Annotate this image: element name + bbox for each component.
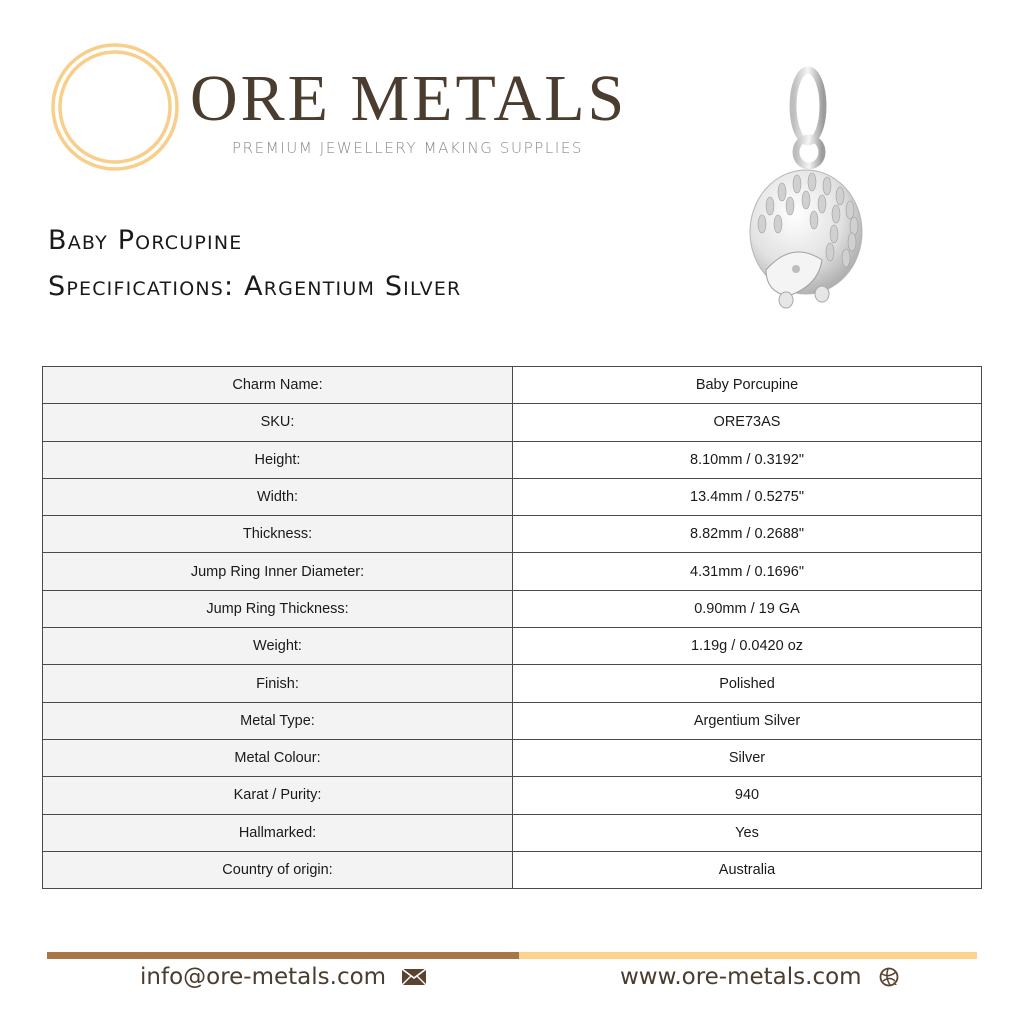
spec-label: Height:: [43, 441, 513, 478]
spec-value: 0.90mm / 19 GA: [513, 590, 982, 627]
footer-website[interactable]: [620, 964, 900, 990]
specifications-subtitle: Specifications: Argentium Silver: [48, 271, 462, 302]
table-row: [43, 702, 982, 739]
table-row: [43, 553, 982, 590]
globe-icon: [878, 966, 900, 988]
footer-bar-left: [47, 952, 519, 959]
footer-email[interactable]: [140, 964, 426, 990]
brand-tagline: PREMIUM JEWELLERY MAKING SUPPLIES: [232, 139, 584, 157]
logo-ring-icon: [50, 42, 180, 172]
spec-value: 8.10mm / 0.3192": [513, 441, 982, 478]
spec-value: 13.4mm / 0.5275": [513, 478, 982, 515]
table-row: [43, 404, 982, 441]
spec-value: Argentium Silver: [513, 702, 982, 739]
envelope-icon: [402, 969, 426, 985]
spec-value: Yes: [513, 814, 982, 851]
spec-value: ORE73AS: [513, 404, 982, 441]
spec-value: Baby Porcupine: [513, 367, 982, 404]
spec-label: Thickness:: [43, 516, 513, 553]
spec-label: Charm Name:: [43, 367, 513, 404]
table-row: [43, 851, 982, 888]
table-row: [43, 478, 982, 515]
website-link[interactable]: www.ore-metals.com: [620, 964, 862, 990]
spec-label: Metal Colour:: [43, 739, 513, 776]
spec-label: Weight:: [43, 628, 513, 665]
spec-label: Jump Ring Thickness:: [43, 590, 513, 627]
spec-label: SKU:: [43, 404, 513, 441]
spec-label: Karat / Purity:: [43, 777, 513, 814]
brand-name: ORE METALS: [190, 62, 628, 135]
product-title: Baby Porcupine: [48, 225, 243, 256]
table-row: [43, 739, 982, 776]
spec-value: Australia: [513, 851, 982, 888]
table-row: [43, 814, 982, 851]
spec-label: Metal Type:: [43, 702, 513, 739]
table-row: [43, 367, 982, 404]
table-row: [43, 777, 982, 814]
table-row: [43, 590, 982, 627]
spec-value: 1.19g / 0.0420 oz: [513, 628, 982, 665]
spec-label: Finish:: [43, 665, 513, 702]
spec-value: Silver: [513, 739, 982, 776]
spec-label: Country of origin:: [43, 851, 513, 888]
spec-label: Jump Ring Inner Diameter:: [43, 553, 513, 590]
spec-value: 8.82mm / 0.2688": [513, 516, 982, 553]
table-row: [43, 516, 982, 553]
spec-label: Width:: [43, 478, 513, 515]
spec-value: 940: [513, 777, 982, 814]
table-row: [43, 665, 982, 702]
table-row: [43, 628, 982, 665]
email-link[interactable]: info@ore-metals.com: [140, 964, 387, 990]
spec-value: Polished: [513, 665, 982, 702]
product-image: [742, 64, 870, 314]
table-row: [43, 441, 982, 478]
spec-value: 4.31mm / 0.1696": [513, 553, 982, 590]
spec-label: Hallmarked:: [43, 814, 513, 851]
footer-bar-right: [519, 952, 977, 959]
specifications-table: [42, 366, 982, 889]
